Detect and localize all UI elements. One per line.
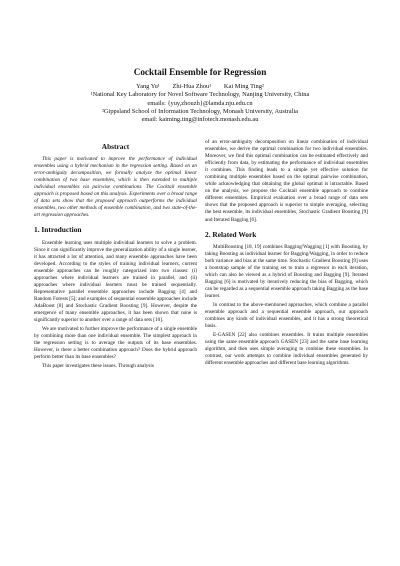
author-list: Yang Yu¹ Zhi-Hua Zhou¹ Kai Ming Ting² bbox=[136, 83, 264, 90]
paper-title: Cocktail Ensemble for Regression bbox=[133, 67, 267, 77]
right-paragraph-2: MultiBoosting [18, 19] combines Bagging/Wagging [1] with Boosting, by taking Boosting as individual learner for Bagging/Wagging, in order to reduce both variance and bias at the same time. Stochastic Gradient Boosting [9] uses a bootstrap sample of the training set to train a regressor in each iteration, which can also be viewed as a hybrid of Boosting and Bagging [9]. Iterated Bagging [6] is motivated by iteratively reducing the bias of Bagging, which can be regarded as a sequential ensemble approach taking Bagging as the base learner. bbox=[205, 243, 368, 299]
affiliation-2: ²Gippsland School of Information Technology, Monash University, Australia bbox=[102, 108, 298, 115]
left-column bbox=[34, 139, 197, 372]
intro-paragraph-2: We are motivated to further improve the performance of a single ensemble by combining more than one individual ensemble. The simplest approach in the regression setting is to average the outputs of its base ensembles. However, is there a better combination approach? Does the hybrid approach perform better than its base ensembles? bbox=[34, 326, 197, 361]
right-paragraph-4: E-GASEN [22] also combines ensembles. It trains multiple ensembles using the same ensemble approach GASEN [23] and the same base learning algorithm, and then uses simple averaging to combine these ensembles. In contrast, our work attempts to combine individual ensembles generated by different ensemble approaches and different base learning algorithms. bbox=[205, 332, 368, 367]
intro-paragraph-1: Ensemble learning uses multiple individual learners to solve a problem. Since it can significantly improve the generalization ability of a single learner, it has attracted a lot of attention, and many ensemble approaches have been developed. According to the styles of training individual learners, current ensemble approaches can be roughly categorized into two classes: (i) approaches where individual learners are trained in parallel, and (ii) approaches where individual learners must be trained sequentially. Representative parallel ensemble approaches include Bagging [4] and Random Forests [5]; and examples of sequential ensemble approaches include AdaBoost [8] and Stochastic Gradient Boosting [9]. However, despite the emergence of many ensemble approaches, it has been shown that none is significantly superior to another over a range of data sets [10]. bbox=[34, 239, 197, 324]
intro-paragraph-3: This paper investigates these issues. Through analysis bbox=[42, 363, 154, 370]
introduction-heading: 1. Introduction bbox=[34, 225, 82, 235]
email-line-1: emails: {yuy,zhouzh}@lamda.nju.edu.cn bbox=[147, 100, 253, 107]
abstract-text: This paper is motivated to improve the performance of individual ensembles using a hybrid mechanism in the regression setting. Based on an error-ambiguity decomposition, we formally analyze the optimal linear combination of two base ensembles, which is then extended to multiple individual ensembles via pairwise combinations. The Cocktail ensemble approach is proposed based on this analysis. Experiments over a broad range of data sets show that the proposed approach outperforms the individual ensembles, two other methods of ensemble combination, and two state-of-the-art regression approaches. bbox=[34, 156, 197, 219]
right-paragraph-3: In contrast to the above-mentioned approaches, which combine a parallel ensemble approach and a sequential ensemble approach, our approach combines any kinds of individual ensembles, and it has a strong theoretical basis. bbox=[205, 301, 368, 330]
email-line-2: email: kaiming.ting@infotech.monash.edu.au bbox=[141, 116, 259, 123]
abstract-heading: Abstract bbox=[101, 142, 130, 151]
right-column bbox=[205, 139, 368, 369]
affiliation-1: ¹National Key Laboratory for Novel Software Technology, Nanjing University, China bbox=[90, 91, 310, 98]
right-paragraph-1: of an error-ambiguity decomposition on linear combination of individual ensembles, we derive the optimal combination for two individual ensembles. Moreover, we find this optimal combination can be estimated effectively and efficiently from data, by estimating the performance of individual ensembles it combines. This finding leads to a simple yet effective solution for combining multiple ensembles based on the optimal pairwise combination, while acknowledging that obtaining the global optimal is intractable. Based on the analysis, we propose the Cocktail ensemble approach to combine different ensembles. Empirical evaluation over a broad range of data sets shows that the proposed approach is superior to simple averaging, selecting the best ensemble, its individual ensembles, Stochastic Gradient Boosting [9] and Iterated Bagging [6]. bbox=[205, 139, 368, 223]
related-work-heading: 2. Related Work bbox=[205, 229, 257, 239]
